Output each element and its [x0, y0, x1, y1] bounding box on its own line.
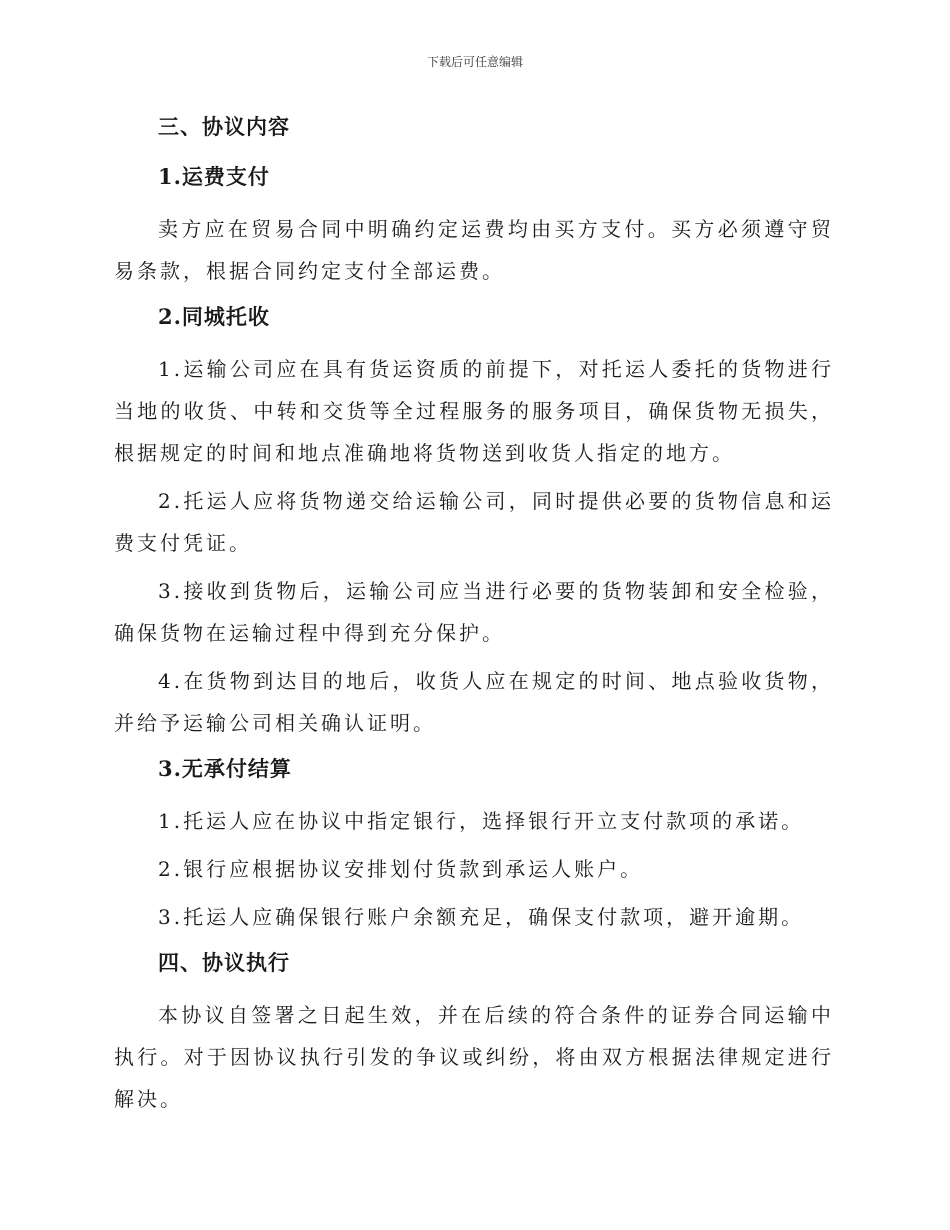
subsection-2-paragraph-1: 1.运输公司应在具有货运资质的前提下，对托运人委托的货物进行当地的收货、中转和交货等全过程服务的服务项目，确保货物无损失，根据规定的时间和地点准确地将货物送到收货人指定的地方。 — [114, 357, 834, 465]
subsection-2-paragraph-2: 2.托运人应将货物递交给运输公司，同时提供必要的货物信息和运费支付凭证。 — [114, 489, 834, 555]
subsection-1-paragraph-1: 卖方应在贸易合同中明确约定运费均由买方支付。买方必须遵守贸易条款，根据合同约定支付全部运费。 — [114, 217, 834, 283]
section-4-title: 四、协议执行 — [158, 950, 290, 975]
subsection-2-title: 2.同城托收 — [158, 304, 270, 329]
subsection-3-paragraph-3: 3.托运人应确保银行账户余额充足，确保支付款项，避开逾期。 — [158, 905, 805, 929]
document-body — [114, 108, 834, 1126]
subsection-2-paragraph-4: 4.在货物到达目的地后，收货人应在规定的时间、地点验收货物，并给予运输公司相关确认证明。 — [114, 669, 834, 735]
subsection-3-title: 3.无承付结算 — [158, 756, 292, 781]
header-note: 下载后可任意编辑 — [426, 55, 523, 69]
subsection-3-paragraph-1: 1.托运人应在协议中指定银行，选择银行开立支付款项的承诺。 — [158, 809, 805, 833]
section-4-paragraph-1: 本协议自签署之日起生效，并在后续的符合条件的证券合同运输中执行。对于因协议执行引发的争议或纠纷，将由双方根据法律规定进行解决。 — [114, 1003, 834, 1111]
subsection-1-title: 1.运费支付 — [158, 164, 270, 189]
section-3-title: 三、协议内容 — [158, 114, 290, 139]
subsection-2-paragraph-3: 3.接收到货物后，运输公司应当进行必要的货物装卸和安全检验，确保货物在运输过程中得到充分保护。 — [114, 579, 834, 645]
subsection-3-paragraph-2: 2.银行应根据协议安排划付货款到承运人账户。 — [158, 857, 644, 881]
